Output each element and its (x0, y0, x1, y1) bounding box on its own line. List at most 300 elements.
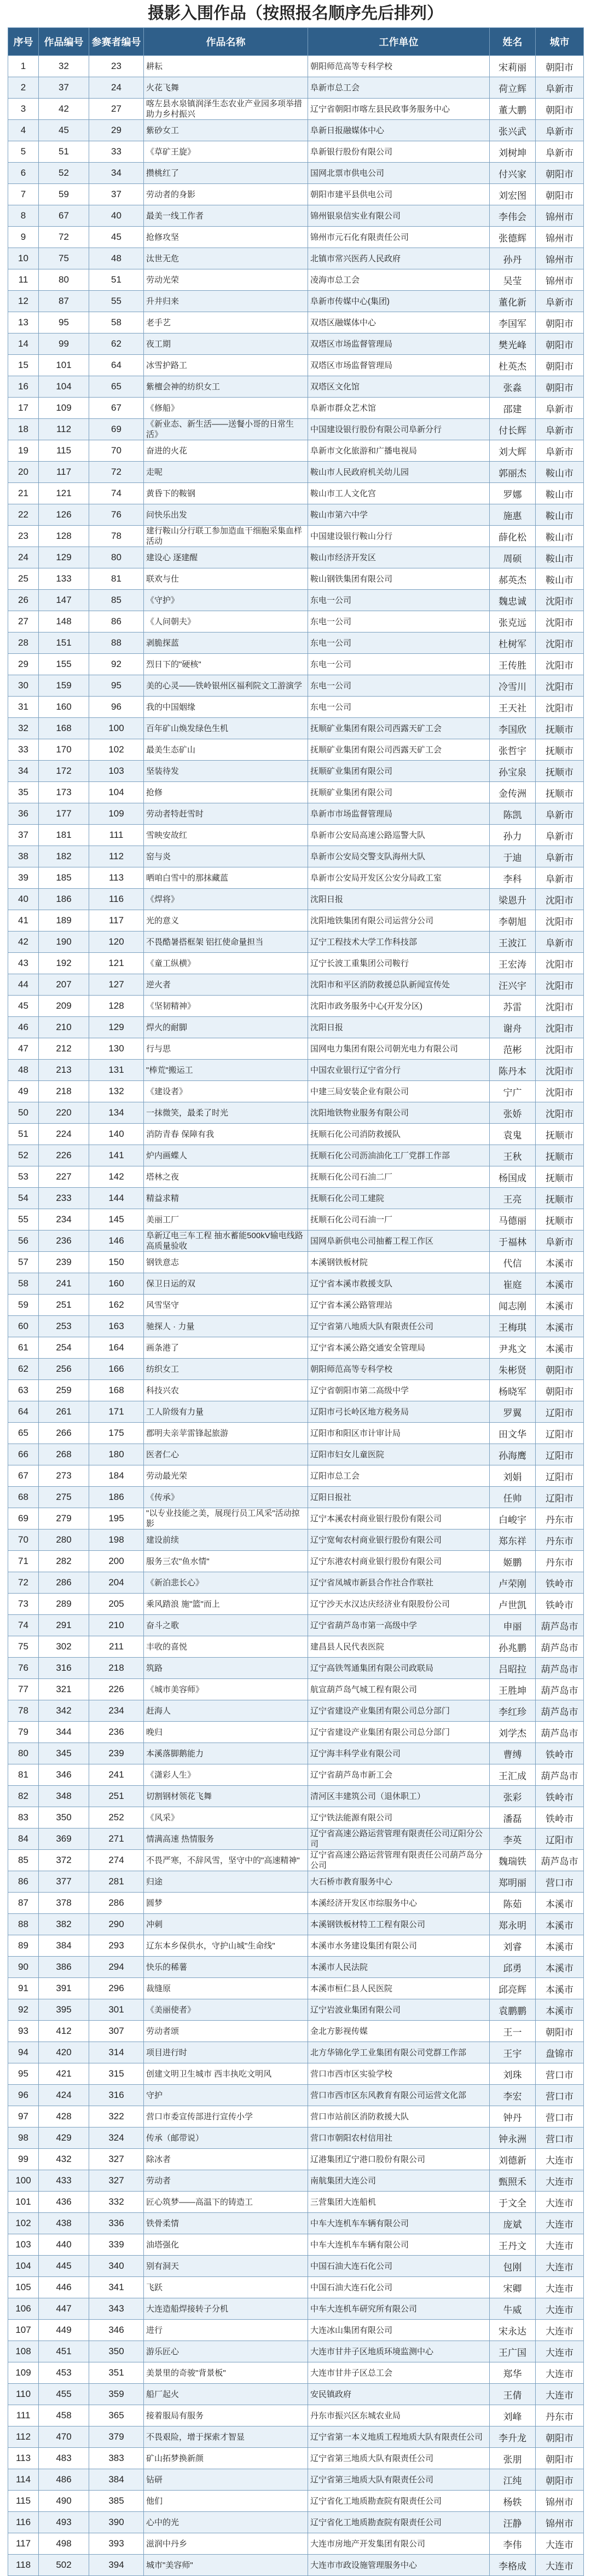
cell-work-number: 458 (39, 2405, 89, 2427)
cell-work-number: 302 (39, 1636, 89, 1658)
table-row (8, 1444, 584, 1465)
cell-entrant-number: 140 (89, 1124, 144, 1145)
cell-city: 朝阳市 (536, 376, 584, 398)
cell-entrant-number: 92 (89, 654, 144, 675)
cell-entrant-number: 34 (89, 163, 144, 184)
cell-index: 79 (8, 1722, 39, 1743)
cell-work-title: 《城市美容师》 (144, 1679, 308, 1700)
cell-work-number: 241 (39, 1273, 89, 1295)
table-row (8, 248, 584, 269)
cell-name: 付兴家 (490, 163, 536, 184)
header-name: 姓名 (490, 28, 536, 56)
cell-work-unit: 辽宁省高速公路运营管理有限责任公司葫芦岛分公司 (308, 1850, 490, 1871)
cell-work-unit: 辽宁铁法能源有限公司 (308, 1807, 490, 1829)
cell-index: 12 (8, 291, 39, 312)
cell-city: 大连市 (536, 2533, 584, 2555)
table-row (8, 526, 584, 547)
cell-work-unit: 辽宁省建设产业集团有限公司总分部门 (308, 1700, 490, 1722)
cell-entrant-number: 78 (89, 526, 144, 547)
cell-index: 57 (8, 1252, 39, 1273)
cell-entrant-number: 336 (89, 2213, 144, 2234)
cell-city: 大连市 (536, 2384, 584, 2405)
cell-work-number: 453 (39, 2362, 89, 2384)
table-row (8, 355, 584, 376)
cell-city: 本溪市 (536, 1999, 584, 2021)
cell-work-number: 185 (39, 867, 89, 889)
cell-entrant-number: 350 (89, 2341, 144, 2362)
cell-name: 于文全 (490, 2192, 536, 2213)
cell-name: 孙海鹰 (490, 1444, 536, 1465)
cell-work-title: 劳动者 (144, 2170, 308, 2192)
cell-work-unit: 中车大连机车车辆有限公司 (308, 2234, 490, 2256)
cell-index: 56 (8, 1231, 39, 1252)
cell-work-title: 纺织女工 (144, 1359, 308, 1380)
cell-work-title: 劳动者的身影 (144, 184, 308, 205)
cell-work-number: 395 (39, 1999, 89, 2021)
table-row (8, 419, 584, 440)
cell-work-title: 大连造船焊接转子分机 (144, 2298, 308, 2320)
cell-work-unit: 抚顺矿业集团有限公司西露天矿工会 (308, 739, 490, 761)
cell-index: 46 (8, 1017, 39, 1038)
table-row (8, 1316, 584, 1337)
table-row (8, 1231, 584, 1252)
cell-work-unit: 营口市站前区消防救援大队 (308, 2106, 490, 2128)
table-row (8, 1722, 584, 1743)
table-row (8, 462, 584, 483)
cell-index: 107 (8, 2320, 39, 2341)
cell-work-number: 177 (39, 803, 89, 825)
cell-work-unit: 大连市房地产开发集团有限公司 (308, 2533, 490, 2555)
cell-work-unit: 沈阳市政务服务中心(开发分区) (308, 996, 490, 1017)
cell-city: 沈阳市 (536, 1060, 584, 1081)
cell-name: 白峻宇 (490, 1508, 536, 1530)
cell-index: 41 (8, 910, 39, 932)
cell-entrant-number: 67 (89, 398, 144, 419)
cell-work-title: 攒桃红了 (144, 163, 308, 184)
cell-work-title: 劳动光荣 (144, 269, 308, 291)
cell-city: 锦州市 (536, 2512, 584, 2533)
table-row (8, 547, 584, 568)
cell-work-unit: 大石桥市教育服务中心 (308, 1871, 490, 1893)
cell-work-unit: 阜新市总工会 (308, 77, 490, 99)
cell-entrant-number: 74 (89, 483, 144, 504)
cell-entrant-number: 127 (89, 974, 144, 996)
cell-work-title: 老手艺 (144, 312, 308, 334)
cell-work-unit: 辽宁省第一本义地质工程地质大队有限责任公司 (308, 2427, 490, 2448)
cell-entrant-number: 164 (89, 1337, 144, 1359)
cell-work-title: 雪映安故红 (144, 825, 308, 846)
table-row (8, 1209, 584, 1231)
cell-name: 姬鹏 (490, 1551, 536, 1572)
cell-entrant-number: 23 (89, 56, 144, 77)
cell-city: 葫芦岛市 (536, 1658, 584, 1679)
cell-name: 王广国 (490, 2341, 536, 2362)
cell-work-title: 辽东本乡保供水，守护山城"生命线" (144, 1935, 308, 1957)
cell-index: 62 (8, 1359, 39, 1380)
cell-work-unit: 阜新市公安局交警支队海州大队 (308, 846, 490, 867)
cell-index: 85 (8, 1850, 39, 1871)
cell-work-unit: 阜新日报融媒体中心 (308, 120, 490, 141)
cell-work-unit: 抚顺石化公司消防救援队 (308, 1124, 490, 1145)
table-row (8, 2448, 584, 2469)
cell-work-number: 253 (39, 1316, 89, 1337)
cell-work-title: 走呢 (144, 462, 308, 483)
cell-index: 25 (8, 568, 39, 590)
table-row (8, 2021, 584, 2042)
table-row (8, 1893, 584, 1914)
cell-city: 抚顺市 (536, 1209, 584, 1231)
table-row (8, 697, 584, 718)
cell-entrant-number: 142 (89, 1166, 144, 1188)
cell-city: 铁岭市 (536, 1786, 584, 1807)
cell-index: 15 (8, 355, 39, 376)
cell-work-title: 城市"美容师" (144, 2555, 308, 2576)
cell-entrant-number: 314 (89, 2042, 144, 2063)
cell-index: 97 (8, 2106, 39, 2128)
table-row (8, 974, 584, 996)
cell-work-unit: 朝阳师范高等专科学校 (308, 56, 490, 77)
cell-entrant-number: 339 (89, 2234, 144, 2256)
cell-work-title: 本溪落脚鹅能力 (144, 1743, 308, 1764)
cell-work-unit: 鞍山市经济开发区 (308, 547, 490, 568)
header-entrant-number: 参赛者编号 (89, 28, 144, 56)
cell-name: 吕昭拉 (490, 1658, 536, 1679)
cell-index: 23 (8, 526, 39, 547)
cell-index: 45 (8, 996, 39, 1017)
cell-city: 营口市 (536, 2063, 584, 2085)
table-row (8, 120, 584, 141)
cell-city: 锦州市 (536, 205, 584, 227)
cell-entrant-number: 103 (89, 761, 144, 782)
table-row (8, 1124, 584, 1145)
cell-work-unit: 大连冰山集团有限公司 (308, 2320, 490, 2341)
cell-entrant-number: 184 (89, 1465, 144, 1487)
cell-work-number: 209 (39, 996, 89, 1017)
cell-work-number: 348 (39, 1786, 89, 1807)
table-row (8, 1038, 584, 1060)
entries-table (8, 27, 584, 2576)
cell-index: 13 (8, 312, 39, 334)
cell-index: 16 (8, 376, 39, 398)
cell-city: 本溪市 (536, 1978, 584, 1999)
cell-entrant-number: 121 (89, 953, 144, 974)
cell-city: 营口市 (536, 2085, 584, 2106)
cell-name: 罗娜 (490, 483, 536, 504)
cell-work-title: 进行 (144, 2320, 308, 2341)
cell-work-title: 钻研 (144, 2469, 308, 2491)
cell-index: 51 (8, 1124, 39, 1145)
cell-entrant-number: 102 (89, 739, 144, 761)
cell-city: 葫芦岛市 (536, 1722, 584, 1743)
cell-work-unit: 阜新市群众艺术馆 (308, 398, 490, 419)
cell-work-unit: 辽宁省朝阳市第二高级中学 (308, 1380, 490, 1401)
cell-entrant-number: 236 (89, 1722, 144, 1743)
cell-work-unit: 双塔区市场监督管理局 (308, 355, 490, 376)
cell-work-title: 美的心灵——铁岭银州区福利院文工游演学 (144, 675, 308, 697)
cell-work-number: 224 (39, 1124, 89, 1145)
cell-city: 大连市 (536, 2320, 584, 2341)
cell-work-unit: 本溪钢铁板材院 (308, 1252, 490, 1273)
cell-work-unit: 本溪市人民法院 (308, 1957, 490, 1978)
cell-work-title: 劳动者特赶雪时 (144, 803, 308, 825)
cell-name: 尹兆文 (490, 1337, 536, 1359)
cell-name: 张娇 (490, 1102, 536, 1124)
cell-entrant-number: 144 (89, 1188, 144, 1209)
cell-work-number: 168 (39, 718, 89, 739)
cell-index: 17 (8, 398, 39, 419)
cell-work-number: 493 (39, 2512, 89, 2533)
cell-work-unit: 沈阳地铁集团有限公司运营分公司 (308, 910, 490, 932)
cell-name: 王梅琪 (490, 1316, 536, 1337)
cell-entrant-number: 111 (89, 825, 144, 846)
cell-city: 阜新市 (536, 440, 584, 462)
cell-index: 105 (8, 2277, 39, 2298)
cell-city: 锦州市 (536, 2491, 584, 2512)
cell-index: 89 (8, 1935, 39, 1957)
cell-work-number: 502 (39, 2555, 89, 2576)
cell-index: 8 (8, 205, 39, 227)
cell-work-number: 436 (39, 2192, 89, 2213)
cell-work-unit: 鞍山市人民政府机关幼儿园 (308, 462, 490, 483)
cell-index: 111 (8, 2405, 39, 2427)
cell-work-number: 438 (39, 2213, 89, 2234)
cell-entrant-number: 55 (89, 291, 144, 312)
cell-work-title: "以专业技能之美，展现行员工风采"活动掠影 (144, 1508, 308, 1530)
cell-entrant-number: 385 (89, 2491, 144, 2512)
cell-entrant-number: 145 (89, 1209, 144, 1231)
cell-work-unit: 大连市甘井子区地质环境监测中心 (308, 2341, 490, 2362)
cell-work-number: 117 (39, 462, 89, 483)
cell-index: 52 (8, 1145, 39, 1166)
cell-entrant-number: 296 (89, 1978, 144, 1999)
cell-name: 卢世凯 (490, 1594, 536, 1615)
cell-work-title: 船厂起火 (144, 2384, 308, 2405)
cell-name: 孙兆鹏 (490, 1636, 536, 1658)
cell-work-number: 282 (39, 1551, 89, 1572)
cell-name: 施惠 (490, 504, 536, 526)
cell-work-title: 抢修 (144, 782, 308, 803)
cell-work-title: 晒咱白雪中的那抹藏蓝 (144, 867, 308, 889)
cell-work-title: 逆火者 (144, 974, 308, 996)
cell-city: 沈阳市 (536, 590, 584, 611)
cell-name: 刘树坤 (490, 141, 536, 163)
cell-index: 81 (8, 1764, 39, 1786)
table-row (8, 1551, 584, 1572)
cell-work-title: 矿山拓梦换新颜 (144, 2448, 308, 2469)
cell-city: 阜新市 (536, 77, 584, 99)
table-row (8, 761, 584, 782)
cell-index: 28 (8, 633, 39, 654)
table-row (8, 269, 584, 291)
cell-entrant-number: 252 (89, 1807, 144, 1829)
cell-work-unit: 辽阳市弓长岭区地方税务局 (308, 1401, 490, 1423)
cell-work-number: 112 (39, 419, 89, 440)
cell-work-unit: 本溪经济开发区市综服务中心 (308, 1893, 490, 1914)
cell-index: 40 (8, 889, 39, 910)
cell-index: 117 (8, 2533, 39, 2555)
cell-index: 22 (8, 504, 39, 526)
cell-entrant-number: 112 (89, 846, 144, 867)
cell-work-number: 424 (39, 2085, 89, 2106)
cell-work-number: 155 (39, 654, 89, 675)
cell-city: 阜新市 (536, 825, 584, 846)
cell-work-unit: 辽宁省高速公路运营管理有限责任公司辽阳分公司 (308, 1829, 490, 1850)
cell-city: 朝阳市 (536, 2469, 584, 2491)
cell-entrant-number: 218 (89, 1658, 144, 1679)
cell-entrant-number: 195 (89, 1508, 144, 1530)
cell-index: 83 (8, 1807, 39, 1829)
cell-index: 95 (8, 2063, 39, 2085)
cell-index: 49 (8, 1081, 39, 1102)
cell-name: 李伟 (490, 2533, 536, 2555)
cell-work-number: 133 (39, 568, 89, 590)
cell-work-title: 营口市委宣传部进行宣传小学 (144, 2106, 308, 2128)
cell-index: 24 (8, 547, 39, 568)
cell-entrant-number: 104 (89, 782, 144, 803)
table-row (8, 1978, 584, 1999)
cell-work-title: 《美丽使者》 (144, 1999, 308, 2021)
cell-name: 刘大辉 (490, 440, 536, 462)
cell-work-title: 我的中国姻缘 (144, 697, 308, 718)
cell-work-number: 378 (39, 1893, 89, 1914)
cell-work-unit: 大连市甘井子区总工会 (308, 2362, 490, 2384)
cell-name: 王胜坤 (490, 1679, 536, 1700)
cell-work-unit: 中国石油大连石化公司 (308, 2256, 490, 2277)
cell-city: 阜新市 (536, 867, 584, 889)
cell-work-number: 251 (39, 1295, 89, 1316)
cell-work-unit: 辽宁海丰科学业有限公司 (308, 1743, 490, 1764)
cell-work-unit: 南航集团大连公司 (308, 2170, 490, 2192)
cell-entrant-number: 72 (89, 462, 144, 483)
cell-work-title: 阜新辽电三车工程 抽水蓄能500kV输电线路高质量验收 (144, 1231, 308, 1252)
cell-name: 宁广 (490, 1081, 536, 1102)
table-row (8, 1914, 584, 1935)
cell-entrant-number: 180 (89, 1444, 144, 1465)
cell-entrant-number: 171 (89, 1401, 144, 1423)
cell-entrant-number: 146 (89, 1231, 144, 1252)
cell-name: 陈凯 (490, 803, 536, 825)
cell-work-number: 80 (39, 269, 89, 291)
cell-name: 李国欣 (490, 718, 536, 739)
cell-city: 大连市 (536, 2234, 584, 2256)
cell-work-number: 382 (39, 1914, 89, 1935)
cell-city: 鞍山市 (536, 547, 584, 568)
cell-city: 抚顺市 (536, 739, 584, 761)
cell-work-title: 《童工纵横》 (144, 953, 308, 974)
cell-entrant-number: 129 (89, 1017, 144, 1038)
cell-name: 冷雪川 (490, 675, 536, 697)
cell-index: 75 (8, 1636, 39, 1658)
cell-work-number: 218 (39, 1081, 89, 1102)
cell-work-title: 他们 (144, 2491, 308, 2512)
cell-name: 张哲宇 (490, 739, 536, 761)
cell-work-number: 190 (39, 932, 89, 953)
cell-city: 本溪市 (536, 1252, 584, 1273)
table-row (8, 2298, 584, 2320)
cell-work-number: 445 (39, 2256, 89, 2277)
cell-entrant-number: 346 (89, 2320, 144, 2341)
cell-work-unit: 本溪钢铁板材特工工程有限公司 (308, 1914, 490, 1935)
cell-city: 沈阳市 (536, 1038, 584, 1060)
cell-work-number: 233 (39, 1188, 89, 1209)
header-index: 序号 (8, 28, 39, 56)
cell-index: 96 (8, 2085, 39, 2106)
cell-entrant-number: 322 (89, 2106, 144, 2128)
cell-index: 20 (8, 462, 39, 483)
cell-work-title: 《草矿王旋》 (144, 141, 308, 163)
cell-index: 1 (8, 56, 39, 77)
cell-work-unit: 营口市西市区实验学校 (308, 2063, 490, 2085)
cell-name: 李升龙 (490, 2427, 536, 2448)
cell-name: 郭丽杰 (490, 462, 536, 483)
cell-work-title: 医者仁心 (144, 1444, 308, 1465)
cell-name: 郑永明 (490, 1914, 536, 1935)
cell-work-number: 220 (39, 1102, 89, 1124)
cell-index: 29 (8, 654, 39, 675)
cell-entrant-number: 109 (89, 803, 144, 825)
cell-city: 朝阳市 (536, 1380, 584, 1401)
cell-entrant-number: 45 (89, 227, 144, 248)
cell-index: 9 (8, 227, 39, 248)
cell-name: 于福林 (490, 1231, 536, 1252)
table-row (8, 1295, 584, 1316)
cell-entrant-number: 131 (89, 1060, 144, 1081)
cell-city: 沈阳市 (536, 996, 584, 1017)
cell-city: 阜新市 (536, 846, 584, 867)
table-row (8, 1615, 584, 1636)
cell-name: 薛化松 (490, 526, 536, 547)
cell-work-title: 游乐匠心 (144, 2341, 308, 2362)
cell-work-title: 保卫日运的双 (144, 1273, 308, 1295)
cell-city: 抚顺市 (536, 1166, 584, 1188)
cell-city: 沈阳市 (536, 1081, 584, 1102)
cell-work-title: 《新泊悲长心》 (144, 1572, 308, 1594)
cell-work-unit: 大连市市政设施管理服务中心 (308, 2555, 490, 2576)
cell-name: 张彩 (490, 1786, 536, 1807)
cell-city: 沈阳市 (536, 633, 584, 654)
table-row (8, 1935, 584, 1957)
cell-entrant-number: 341 (89, 2277, 144, 2298)
table-row (8, 504, 584, 526)
cell-work-title: 冲刺 (144, 1914, 308, 1935)
cell-city: 大连市 (536, 2192, 584, 2213)
cell-index: 110 (8, 2384, 39, 2405)
cell-work-number: 121 (39, 483, 89, 504)
cell-work-title: 钢铁意志 (144, 1252, 308, 1273)
cell-work-title: 《潇彩人生》 (144, 1764, 308, 1786)
cell-name: 魏瑞铁 (490, 1850, 536, 1871)
cell-name: 钟永洲 (490, 2128, 536, 2149)
table-row (8, 2192, 584, 2213)
table-row (8, 782, 584, 803)
table-row (8, 2042, 584, 2063)
cell-name: 李宏 (490, 2085, 536, 2106)
cell-work-number: 126 (39, 504, 89, 526)
table-row (8, 56, 584, 77)
cell-work-unit: 中国建设银行股份有限公司阜新分行 (308, 419, 490, 440)
cell-index: 37 (8, 825, 39, 846)
cell-work-unit: 东电一公司 (308, 654, 490, 675)
cell-index: 4 (8, 120, 39, 141)
cell-work-title: 守护 (144, 2085, 308, 2106)
header-work-number: 作品编号 (39, 28, 89, 56)
cell-index: 112 (8, 2427, 39, 2448)
cell-entrant-number: 27 (89, 99, 144, 120)
cell-work-unit: 抚顺石化公司沥油油化工厂党群工作部 (308, 1145, 490, 1166)
cell-name: 潘磊 (490, 1807, 536, 1829)
cell-city: 盘锦市 (536, 2042, 584, 2063)
cell-work-unit: 辽宁岩波业集团有限公司 (308, 1999, 490, 2021)
